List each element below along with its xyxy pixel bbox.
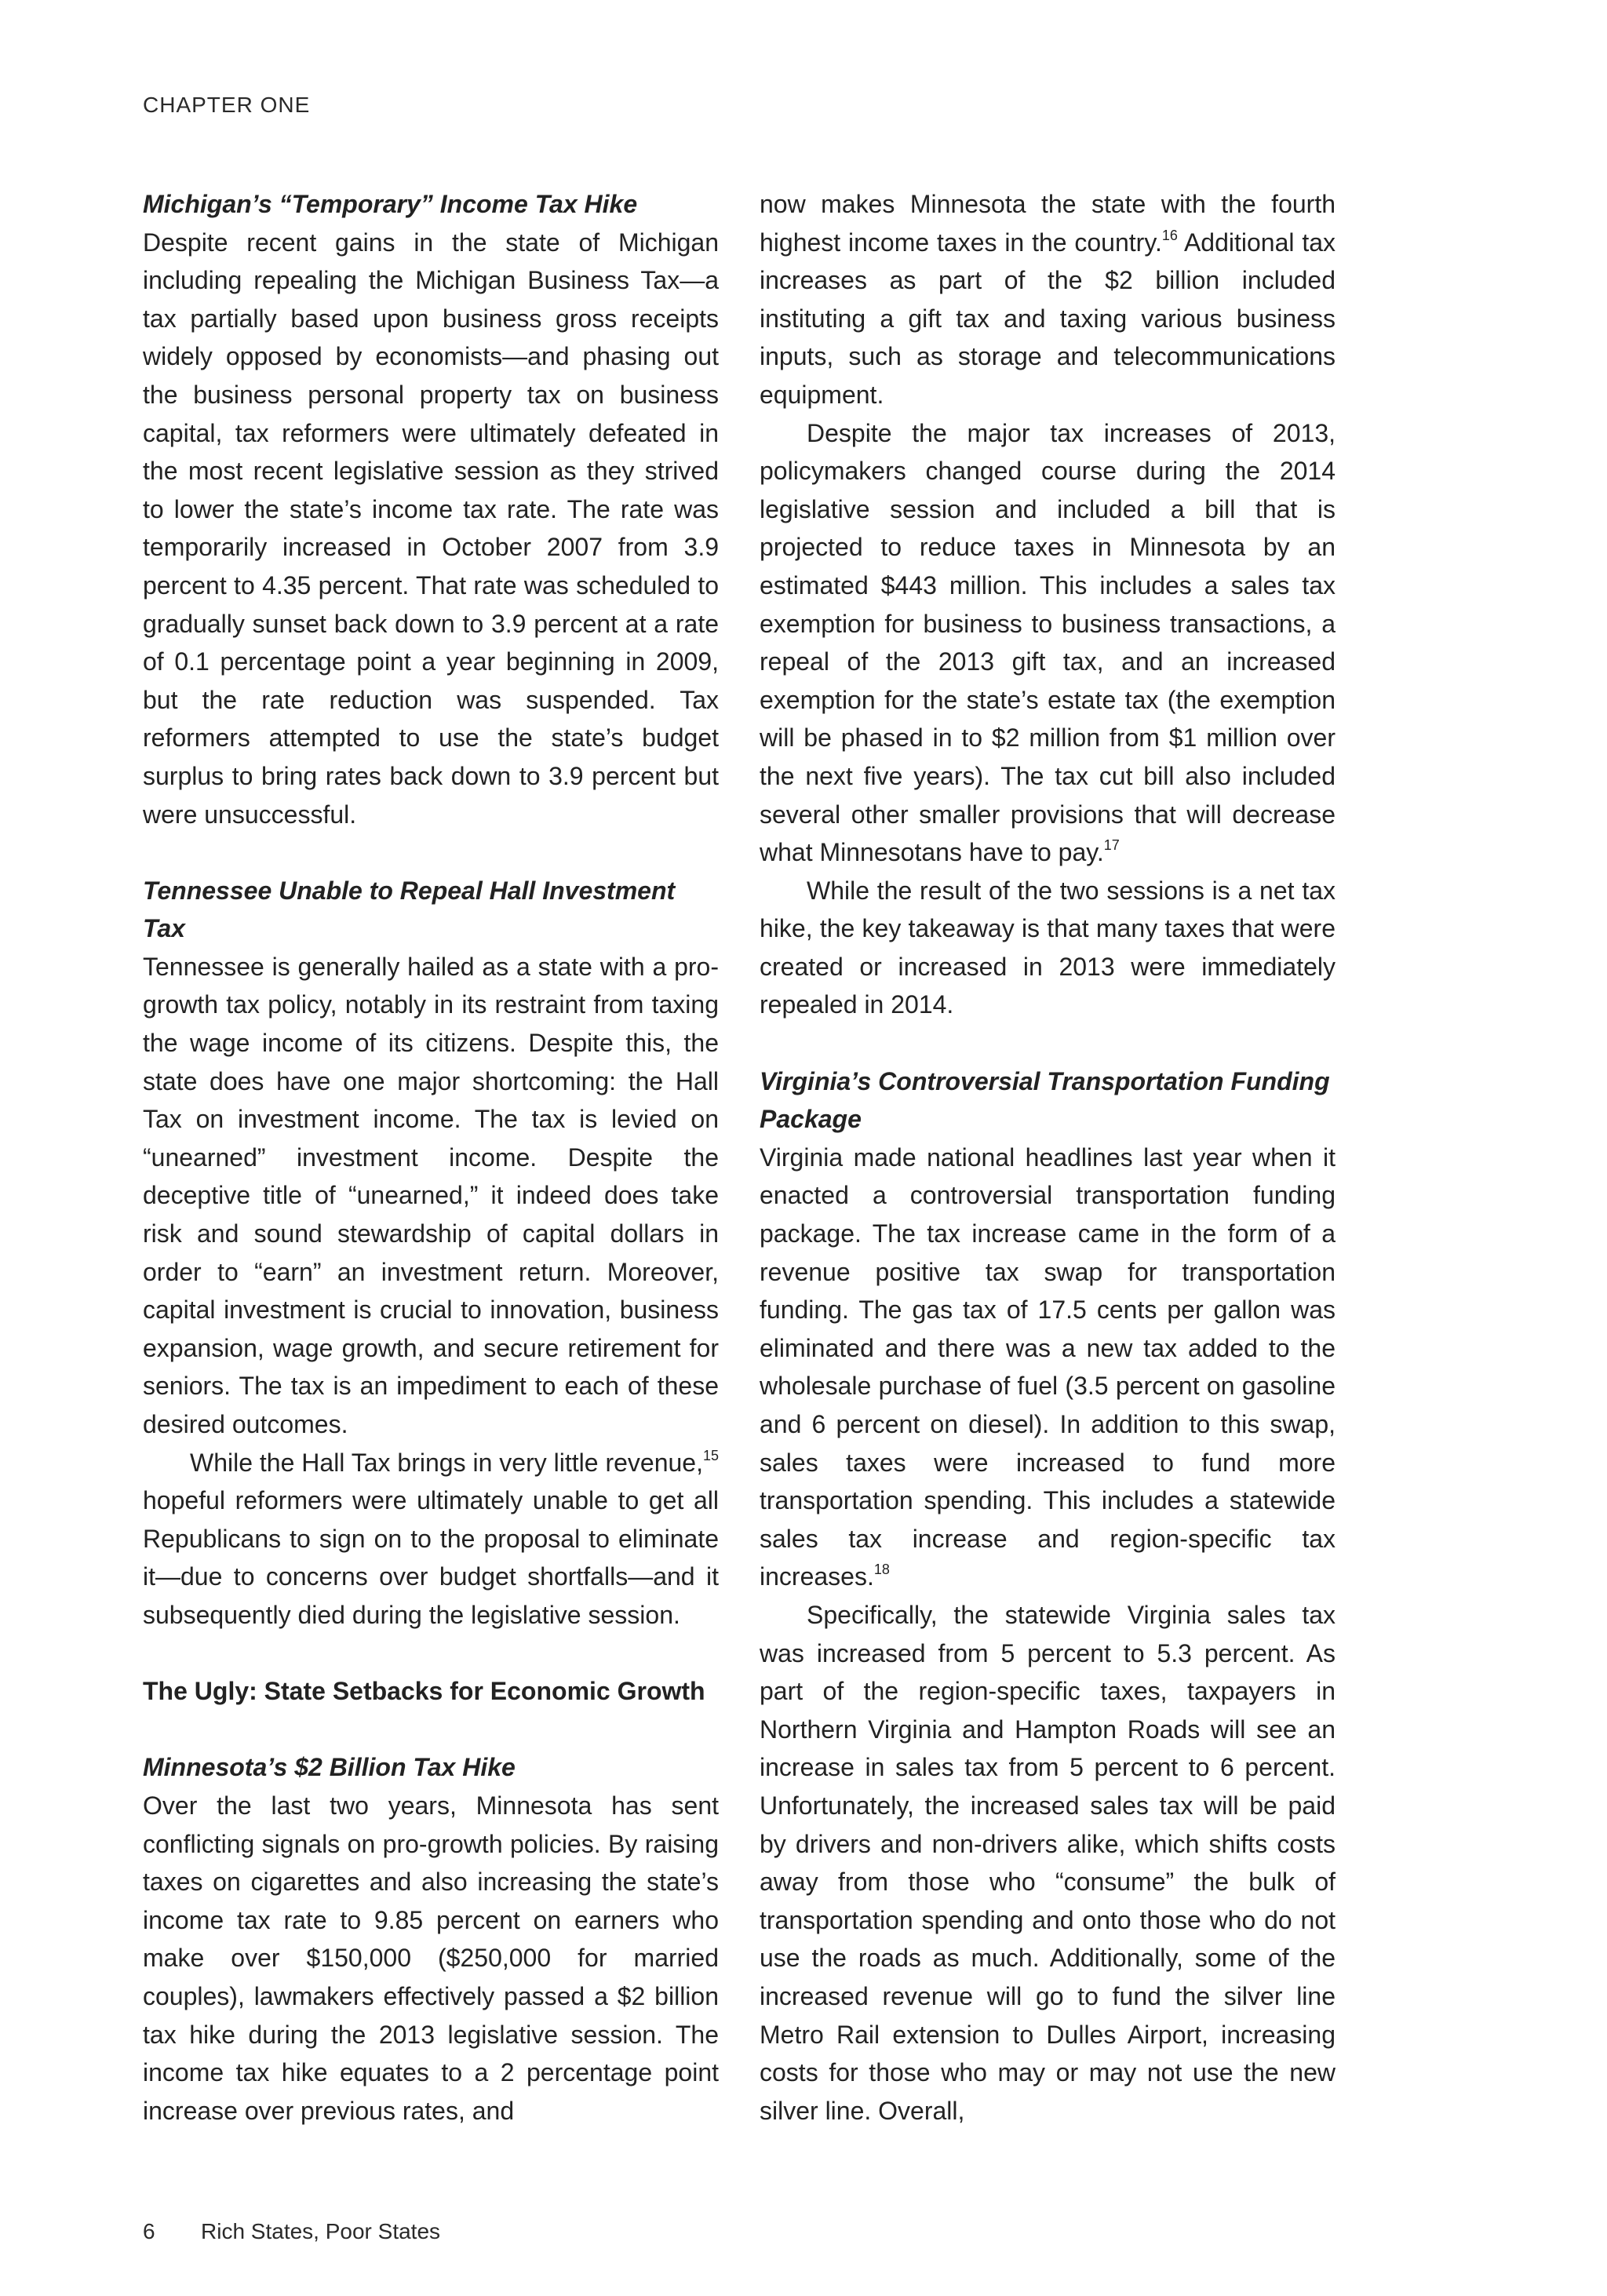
section-heading-ugly: The Ugly: State Setbacks for Economic Growth (143, 1677, 705, 1706)
footnote-ref: 16 (1161, 227, 1178, 243)
virginia-heading: Virginia’s Controversial Transportation Funding Package (760, 1066, 1330, 1134)
chapter-label: CHAPTER ONE (143, 93, 311, 117)
spacer (143, 1635, 719, 1673)
tennessee-paragraph-2 (143, 1444, 719, 1635)
minnesota-paragraph-3: While the result of the two sessions is a net tax hike, the key takeaway is that many taxes that were created or increased in 2013 were immediately repealed in 2014. (760, 876, 1336, 1019)
footnote-ref: 15 (702, 1447, 719, 1463)
footnote-ref: 18 (873, 1562, 890, 1578)
text-run: now makes Minnesota the state with the fourth highest income taxes in the country. (760, 190, 1336, 257)
text-run: Additional tax increases as part of the $2 billion included instituting a gift tax and taxing various business inputs, such as storage and telecommunications equipment. (760, 228, 1336, 409)
page-footer (143, 2219, 440, 2244)
text-run: Virginia made national headlines last year when it enacted a controversial transportation funding package. The tax increase came in the form of a revenue positive tax swap for transportation funding. The gas tax of 17.5 cents per gallon was eliminated and there was a new tax added to the wholesale purchase of fuel (3.5 percent on gasoline and 6 percent on diesel). In addition to this swap, sales taxes were increased to fund more transportation spending. This includes a statewide sales tax increase and region-specific tax increases. (760, 1143, 1336, 1591)
minnesota-paragraph-2 (760, 414, 1336, 872)
footnote-ref: 17 (1103, 837, 1120, 854)
right-column (760, 185, 1336, 2130)
minnesota-continued-paragraph (760, 185, 1336, 414)
michigan-heading: Michigan’s “Temporary” Income Tax Hike (143, 190, 638, 218)
spacer (143, 1711, 719, 1749)
michigan-paragraph: Despite recent gains in the state of Michigan including repealing the Michigan Business Tax—a tax partially based upon business gross receipts widely opposed by economists—and phasing out the business personal property tax on business capital, tax reformers were ultimately defeated in the most recent legislative session as they strived to lower the state’s income tax rate. The rate was temporarily increased in October 2007 from 3.9 percent to 4.35 percent. That rate was scheduled to gradually sunset back down to 3.9 percent at a rate of 0.1 percentage point a year beginning in 2009, but the rate reduction was suspended. Tax reformers attempted to use the state’s budget surplus to bring rates back down to 3.9 percent but were unsuccessful. (143, 228, 719, 829)
text-run: Despite the major tax increases of 2013, policymakers changed course during the 2014 legislative session and included a bill that is projected to reduce taxes in Minnesota by an estimated $443 million. This includes a sales tax exemption for business to business transactions, a repeal of the 2013 gift tax, and an increased exemption for the state’s estate tax (the exemption will be phased in to $2 million from $1 million over the next five years). The tax cut bill also included several other smaller provisions that will decrease what Minnesotans have to pay. (760, 418, 1336, 867)
minnesota-paragraph-1: Over the last two years, Minnesota has sent conflicting signals on pro-growth policies. By raising taxes on cigarettes and also increasing the state’s income tax rate to 9.85 percent on earners who make over $150,000 ($250,000 for married couples), lawmakers effectively passed a $2 billion tax hike during the 2013 legislative session. The income tax hike equates to a 2 percentage point increase over previous rates, and (143, 1791, 719, 2125)
spacer (143, 833, 719, 872)
left-column (143, 185, 719, 2130)
page-number: 6 (143, 2219, 155, 2243)
text-run: hopeful reformers were ultimately unable to get all Republicans to sign on to the proposal to eliminate it—due to concerns over budget shortfalls—and it subsequently died during the legislative session. (143, 1486, 719, 1629)
publication-title: Rich States, Poor States (201, 2219, 441, 2243)
virginia-paragraph-1 (760, 1139, 1336, 1596)
minnesota-heading: Minnesota’s $2 Billion Tax Hike (143, 1753, 516, 1782)
tennessee-heading: Tennessee Unable to Repeal Hall Investment Tax (143, 876, 676, 943)
virginia-paragraph-2: Specifically, the statewide Virginia sales tax was increased from 5 percent to 5.3 percent. As part of the region-specific taxes, taxpayers in Northern Virginia and Hampton Roads will see an increase in sales tax from 5 percent to 6 percent. Unfortunately, the increased sales tax will be paid by drivers and non-drivers alike, which shifts costs away from those who “consume” the bulk of transportation spending and onto those who do not use the roads as much. Additionally, some of the increased revenue will go to fund the silver line Metro Rail extension to Dulles Airport, increasing costs for those who may or may not use the new silver line. Overall, (760, 1600, 1336, 2125)
spacer (760, 1024, 1336, 1062)
tennessee-paragraph-1: Tennessee is generally hailed as a state with a pro-growth tax policy, notably in its restraint from taxing the wage income of its citizens. Despite this, the state does have one major shortcoming: the Hall Tax on investment income. The tax is levied on “unearned” investment income. Despite the deceptive title of “unearned,” it indeed does take risk and sound stewardship of capital dollars in order to “earn” an investment return. Moreover, capital investment is crucial to innovation, business expansion, wage growth, and secure retirement for seniors. The tax is an impediment to each of these desired outcomes. (143, 952, 719, 1438)
text-run: While the Hall Tax brings in very little revenue, (190, 1448, 703, 1477)
